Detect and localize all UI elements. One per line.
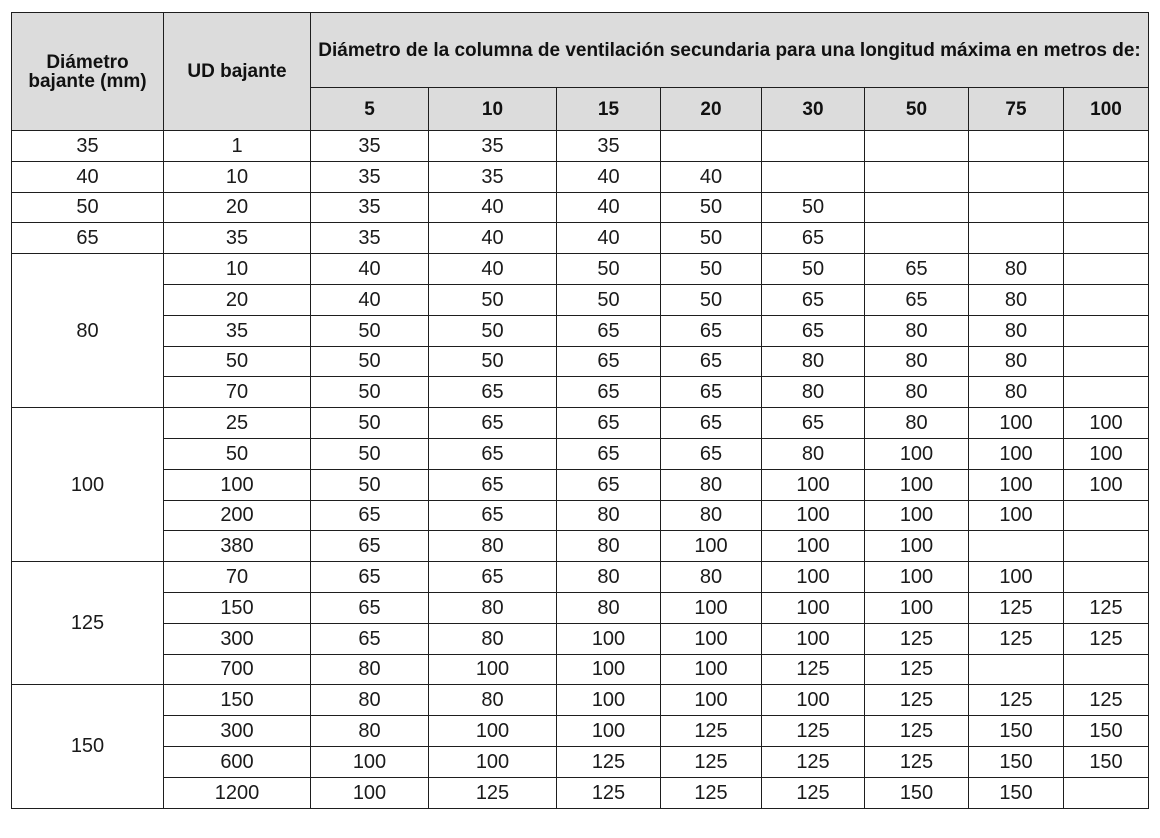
value-cell: 65 [429,408,557,439]
table-body [12,131,1149,809]
ud-cell: 380 [164,531,311,562]
value-cell: 125 [1064,623,1149,654]
value-cell: 65 [661,346,762,377]
value-cell: 100 [865,531,969,562]
value-cell [1064,346,1149,377]
table-row [12,592,1149,623]
value-cell: 125 [557,777,661,808]
value-cell: 80 [969,377,1064,408]
value-cell: 150 [865,777,969,808]
table-row [12,469,1149,500]
value-cell: 50 [311,377,429,408]
value-cell: 125 [969,685,1064,716]
ud-cell: 35 [164,223,311,254]
value-cell: 50 [557,254,661,285]
value-cell: 100 [557,685,661,716]
value-cell [969,531,1064,562]
value-cell: 100 [311,746,429,777]
table-row [12,346,1149,377]
header-length-20: 20 [661,88,762,131]
ud-cell: 10 [164,254,311,285]
header-length-10: 10 [429,88,557,131]
value-cell: 100 [969,408,1064,439]
value-cell: 80 [429,623,557,654]
value-cell: 125 [865,623,969,654]
value-cell: 80 [429,531,557,562]
bottom-strip [0,832,1160,838]
diameter-cell: 80 [12,254,164,408]
value-cell: 80 [557,592,661,623]
value-cell: 35 [311,192,429,223]
value-cell [969,161,1064,192]
value-cell: 100 [429,746,557,777]
value-cell: 80 [762,346,865,377]
value-cell: 50 [429,346,557,377]
header-length-30: 30 [762,88,865,131]
value-cell [969,192,1064,223]
value-cell: 65 [762,223,865,254]
header-row-top [12,13,1149,88]
value-cell: 125 [865,716,969,747]
value-cell: 100 [661,654,762,685]
value-cell: 50 [311,408,429,439]
table-row [12,223,1149,254]
value-cell: 35 [429,131,557,162]
value-cell: 80 [762,377,865,408]
table-row [12,192,1149,223]
ud-cell: 50 [164,346,311,377]
table-header [12,13,1149,131]
value-cell: 100 [557,716,661,747]
value-cell: 65 [311,562,429,593]
value-cell [865,161,969,192]
value-cell: 100 [661,592,762,623]
value-cell: 100 [969,562,1064,593]
value-cell: 125 [661,716,762,747]
value-cell [1064,377,1149,408]
value-cell: 65 [865,254,969,285]
diameter-cell: 40 [12,161,164,192]
value-cell: 50 [429,315,557,346]
table-row [12,500,1149,531]
ud-cell: 100 [164,469,311,500]
header-length-75: 75 [969,88,1064,131]
ud-cell: 150 [164,592,311,623]
value-cell: 50 [311,315,429,346]
value-cell: 80 [557,500,661,531]
value-cell: 100 [429,654,557,685]
value-cell: 150 [969,746,1064,777]
header-length-100: 100 [1064,88,1149,131]
value-cell: 80 [311,716,429,747]
value-cell [1064,161,1149,192]
value-cell [762,131,865,162]
value-cell: 125 [1064,685,1149,716]
value-cell: 100 [865,500,969,531]
value-cell: 100 [762,500,865,531]
value-cell: 65 [661,408,762,439]
value-cell [1064,284,1149,315]
value-cell: 100 [1064,408,1149,439]
value-cell [1064,315,1149,346]
diameter-cell: 35 [12,131,164,162]
value-cell: 100 [661,623,762,654]
value-cell: 65 [865,284,969,315]
value-cell: 100 [557,623,661,654]
value-cell: 100 [969,469,1064,500]
value-cell: 65 [429,377,557,408]
header-length-15: 15 [557,88,661,131]
value-cell: 65 [429,500,557,531]
value-cell: 125 [762,716,865,747]
header-length-50: 50 [865,88,969,131]
table-row [12,438,1149,469]
header-diametro-bajante: Diámetro bajante (mm) [12,13,164,131]
value-cell: 100 [1064,469,1149,500]
value-cell: 100 [865,592,969,623]
value-cell: 100 [1064,438,1149,469]
value-cell [969,131,1064,162]
value-cell: 80 [661,500,762,531]
ud-cell: 150 [164,685,311,716]
value-cell: 100 [969,500,1064,531]
table-row [12,746,1149,777]
value-cell: 65 [311,592,429,623]
value-cell: 65 [557,408,661,439]
value-cell: 125 [661,777,762,808]
value-cell: 100 [661,531,762,562]
value-cell [1064,223,1149,254]
table-row [12,284,1149,315]
value-cell: 80 [429,592,557,623]
value-cell: 125 [429,777,557,808]
table-row [12,777,1149,808]
value-cell: 80 [865,377,969,408]
value-cell: 65 [429,438,557,469]
value-cell: 50 [429,284,557,315]
value-cell: 50 [762,254,865,285]
value-cell: 35 [557,131,661,162]
value-cell: 100 [762,685,865,716]
value-cell: 125 [762,654,865,685]
value-cell: 80 [311,685,429,716]
value-cell: 35 [311,131,429,162]
value-cell: 65 [429,562,557,593]
value-cell [1064,531,1149,562]
value-cell: 80 [969,346,1064,377]
value-cell: 50 [661,284,762,315]
value-cell [1064,500,1149,531]
value-cell: 65 [661,315,762,346]
value-cell: 100 [865,438,969,469]
value-cell: 40 [661,161,762,192]
table-row [12,562,1149,593]
value-cell [1064,654,1149,685]
value-cell: 65 [557,377,661,408]
value-cell: 40 [429,192,557,223]
value-cell: 125 [762,746,865,777]
table-row [12,623,1149,654]
value-cell [1064,131,1149,162]
table-row [12,531,1149,562]
value-cell: 80 [557,531,661,562]
table-row [12,161,1149,192]
value-cell: 125 [969,592,1064,623]
value-cell: 125 [1064,592,1149,623]
table-row [12,654,1149,685]
value-cell: 100 [762,592,865,623]
value-cell: 35 [429,161,557,192]
value-cell: 40 [557,223,661,254]
value-cell: 65 [762,315,865,346]
value-cell: 100 [429,716,557,747]
value-cell [969,654,1064,685]
table-row [12,377,1149,408]
ventilation-table [11,12,1149,809]
value-cell: 80 [311,654,429,685]
value-cell: 80 [865,315,969,346]
value-cell: 150 [1064,746,1149,777]
value-cell: 50 [661,254,762,285]
ud-cell: 700 [164,654,311,685]
value-cell: 50 [557,284,661,315]
value-cell: 65 [762,284,865,315]
value-cell: 50 [661,223,762,254]
value-cell: 80 [969,254,1064,285]
table-row [12,408,1149,439]
value-cell: 50 [311,469,429,500]
value-cell [1064,192,1149,223]
value-cell [661,131,762,162]
value-cell: 100 [762,562,865,593]
value-cell: 65 [557,315,661,346]
value-cell: 125 [969,623,1064,654]
value-cell: 80 [762,438,865,469]
diameter-cell: 125 [12,562,164,685]
value-cell: 100 [557,654,661,685]
ud-cell: 200 [164,500,311,531]
value-cell: 80 [969,315,1064,346]
value-cell: 50 [311,346,429,377]
value-cell: 125 [865,685,969,716]
value-cell: 50 [311,438,429,469]
value-cell: 150 [969,716,1064,747]
value-cell: 125 [661,746,762,777]
value-cell: 100 [762,623,865,654]
value-cell: 80 [865,346,969,377]
value-cell: 65 [661,377,762,408]
value-cell: 65 [311,623,429,654]
value-cell: 40 [557,192,661,223]
value-cell [1064,254,1149,285]
value-cell: 100 [969,438,1064,469]
ud-cell: 10 [164,161,311,192]
value-cell: 40 [311,284,429,315]
ud-cell: 300 [164,623,311,654]
value-cell [1064,777,1149,808]
value-cell [969,223,1064,254]
value-cell: 125 [762,777,865,808]
value-cell: 100 [762,531,865,562]
ud-cell: 1200 [164,777,311,808]
diameter-cell: 50 [12,192,164,223]
value-cell [762,161,865,192]
ud-cell: 300 [164,716,311,747]
value-cell: 50 [762,192,865,223]
ud-cell: 25 [164,408,311,439]
value-cell: 40 [311,254,429,285]
value-cell: 65 [311,531,429,562]
header-ud-bajante: UD bajante [164,13,311,131]
value-cell: 125 [865,746,969,777]
value-cell: 65 [557,438,661,469]
value-cell: 80 [969,284,1064,315]
value-cell: 125 [865,654,969,685]
value-cell: 40 [557,161,661,192]
header-length-5: 5 [311,88,429,131]
value-cell: 100 [762,469,865,500]
value-cell: 65 [557,346,661,377]
diameter-cell: 100 [12,408,164,562]
header-column-title: Diámetro de la columna de ventilación secundaria para una longitud máxima en metros de: [311,13,1149,88]
value-cell [865,131,969,162]
value-cell: 40 [429,254,557,285]
ud-cell: 70 [164,377,311,408]
table-row [12,131,1149,162]
ud-cell: 600 [164,746,311,777]
diameter-cell: 65 [12,223,164,254]
value-cell: 150 [1064,716,1149,747]
value-cell: 35 [311,223,429,254]
ud-cell: 20 [164,192,311,223]
diameter-cell: 150 [12,685,164,808]
value-cell: 40 [429,223,557,254]
value-cell: 80 [661,469,762,500]
value-cell: 100 [311,777,429,808]
value-cell: 65 [557,469,661,500]
value-cell: 100 [865,469,969,500]
value-cell [1064,562,1149,593]
ud-cell: 70 [164,562,311,593]
value-cell: 65 [762,408,865,439]
value-cell [865,223,969,254]
value-cell: 80 [429,685,557,716]
value-cell: 80 [865,408,969,439]
value-cell: 50 [661,192,762,223]
table-row [12,716,1149,747]
value-cell: 80 [661,562,762,593]
value-cell: 125 [557,746,661,777]
table-row [12,685,1149,716]
value-cell: 35 [311,161,429,192]
value-cell: 80 [557,562,661,593]
ud-cell: 50 [164,438,311,469]
value-cell: 150 [969,777,1064,808]
table-row [12,254,1149,285]
value-cell: 65 [311,500,429,531]
value-cell: 100 [865,562,969,593]
value-cell: 65 [661,438,762,469]
value-cell: 65 [429,469,557,500]
ud-cell: 1 [164,131,311,162]
ud-cell: 20 [164,284,311,315]
value-cell: 100 [661,685,762,716]
value-cell [865,192,969,223]
ud-cell: 35 [164,315,311,346]
table-row [12,315,1149,346]
